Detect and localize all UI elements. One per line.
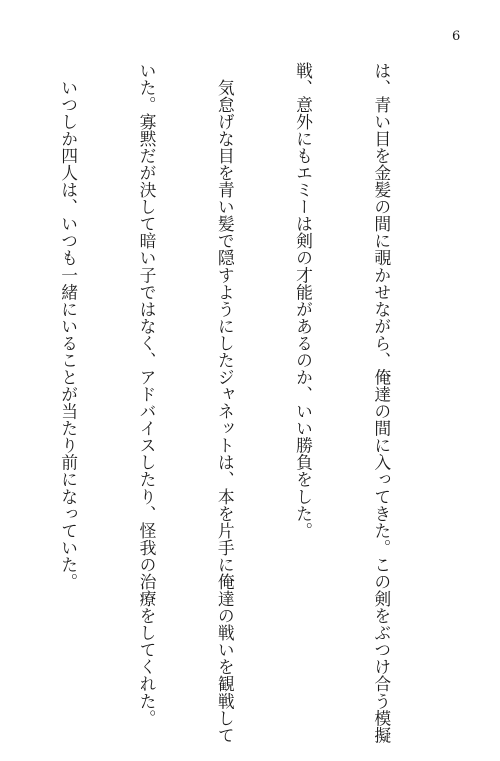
text-line: は、青い目を金髪の間に覗かせながら、俺達の間に入ってきた。この剣をぶつけ合う模擬 — [371, 62, 392, 744]
text-line: いつしか四人は、いつも一緒にいることが当たり前になっていた。 — [58, 62, 79, 591]
text-line — [0, 62, 3, 662]
text-line: いた。寡黙だが決して暗い子ではなく、アドバイスしたり、怪我の治療をしてくれた。 — [136, 62, 157, 727]
page-number: 6 — [452, 29, 461, 44]
body-text — [0, 62, 447, 744]
text-line: 戦、意外にもエミーは剣の才能があるのか、いい勝負をした。 — [293, 62, 314, 540]
text-line: 気怠げな目を青い髪で隠すようにしたジャネットは、本を片手に俺達の戦いを観戦して — [215, 62, 236, 744]
